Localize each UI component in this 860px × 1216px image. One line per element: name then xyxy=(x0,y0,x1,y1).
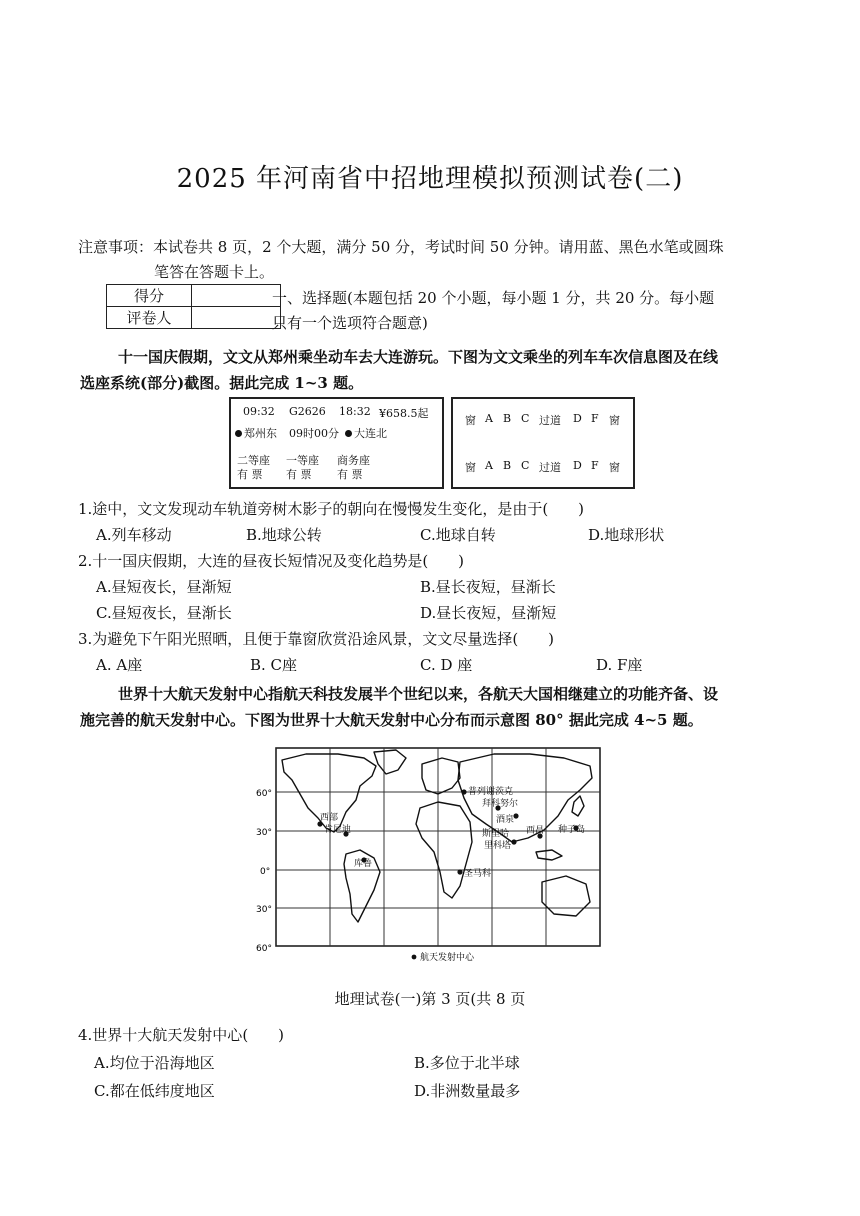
site-label-jiuquan: 酒泉 xyxy=(496,815,515,825)
site-marker-sriharikota xyxy=(511,839,516,844)
question-4-option-b: B.多位于北半球 xyxy=(414,1054,520,1072)
ticket-price: ¥658.5起 xyxy=(379,407,429,420)
passage-1-line-2: 选座系统(部分)截图。据此完成 1~3 题。 xyxy=(80,374,364,392)
lat-label-30n: 30° xyxy=(256,828,272,838)
question-2-option-b: B.昼长夜短，昼渐长 xyxy=(420,578,556,596)
ticket-duration: 09时00分 xyxy=(289,427,339,440)
grader-value-cell xyxy=(192,307,281,329)
seat-row-1-window-right: 窗 xyxy=(609,414,620,427)
seat-row-2-window-left: 窗 xyxy=(465,461,476,474)
seat-row-1-window-left: 窗 xyxy=(465,414,476,427)
seat-row-2-B: B xyxy=(503,459,512,472)
site-marker-san-marco xyxy=(457,869,462,874)
question-2-option-c: C.昼短夜长，昼渐长 xyxy=(96,604,232,622)
legend-dot-icon xyxy=(412,955,417,960)
question-3-option-c: C. D 座 xyxy=(420,656,473,674)
question-2-option-d: D.昼长夜短，昼渐短 xyxy=(420,604,557,622)
seat-availability-second: 有 票 xyxy=(237,468,263,481)
question-1-option-d: D.地球形状 xyxy=(588,526,665,544)
question-4-option-c: C.都在低纬度地区 xyxy=(94,1082,215,1100)
lat-label-60n: 60° xyxy=(256,789,272,799)
page-footer: 地理试卷(一)第 3 页(共 8 页 xyxy=(334,990,526,1008)
score-label: 得分 xyxy=(107,285,192,307)
seat-class-first: 一等座 xyxy=(286,454,319,467)
ticket-depart-time: 09:32 xyxy=(243,405,275,418)
question-1-option-b: B.地球公转 xyxy=(246,526,322,544)
question-4-option-d: D.非洲数量最多 xyxy=(414,1082,521,1100)
site-label-xichang: 西昌 xyxy=(526,826,545,836)
seat-availability-business: 有 票 xyxy=(337,468,363,481)
ticket-train-number: G2626 xyxy=(289,405,326,418)
question-3-option-a: A. A座 xyxy=(96,656,143,674)
seat-row-2-C: C xyxy=(521,459,530,472)
seat-row-1-F: F xyxy=(591,412,599,425)
train-ticket-info xyxy=(229,397,444,489)
site-label-kennedy: 肯尼迪 xyxy=(324,825,352,835)
seat-class-business: 商务座 xyxy=(337,454,370,467)
site-label-sriharikota: 斯里哈 xyxy=(482,829,510,839)
ticket-arrive-time: 18:32 xyxy=(339,405,371,418)
question-3-option-b: B. C座 xyxy=(250,656,298,674)
question-3-option-d: D. F座 xyxy=(596,656,643,674)
seat-class-second: 二等座 xyxy=(237,454,270,467)
seat-row-2-F: F xyxy=(591,459,599,472)
score-value-cell xyxy=(192,285,281,307)
question-1-stem: 1.途中，文文发现动车轨道旁树木影子的朝向在慢慢发生变化，是由于( ) xyxy=(78,500,585,518)
site-label-kota: 里科塔 xyxy=(484,841,512,851)
site-label-plesetsk: 普列谢茨克 xyxy=(468,787,514,797)
map-legend-label: 航天发射中心 xyxy=(420,953,475,963)
seat-row-1-B: B xyxy=(503,412,512,425)
question-3-stem: 3.为避免下午阳光照晒，且便于靠窗欣赏沿途风景，文文尽量选择( ) xyxy=(78,630,555,648)
question-1-option-c: C.地球自转 xyxy=(420,526,496,544)
question-1-option-a: A.列车移动 xyxy=(96,526,172,544)
section-heading-line-2: 只有一个选项符合题意) xyxy=(272,314,428,332)
seat-row-1-D: D xyxy=(573,412,582,425)
question-4-stem: 4.世界十大航天发射中心( ) xyxy=(78,1026,285,1044)
seat-row-2-A: A xyxy=(485,459,493,472)
notice-line-2: 笔答在答题卡上。 xyxy=(154,263,275,281)
lat-label-equator: 0° xyxy=(260,867,271,877)
site-label-tanegashima: 种子岛 xyxy=(558,825,586,835)
seat-row-2-window-right: 窗 xyxy=(609,461,620,474)
exam-title: 2025 年河南省中招地理模拟预测试卷(二) xyxy=(176,164,684,194)
seat-row-1-A: A xyxy=(485,412,493,425)
notice-line-1: 注意事项：本试卷共 8 页，2 个大题，满分 50 分，考试时间 50 分钟。请用蓝、黑色水笔或圆珠 xyxy=(78,238,724,256)
seat-row-2-aisle: 过道 xyxy=(539,461,561,474)
passage-2-line-1: 世界十大航天发射中心指航天科技发展半个世纪以来，各航天大国相继建立的功能齐备、设 xyxy=(118,685,719,703)
ticket-to-station: 大连北 xyxy=(345,425,387,441)
site-marker-jiuquan xyxy=(513,813,518,818)
section-heading-line-1: 一、选择题(本题包括 20 个小题，每小题 1 分，共 20 分。每小题 xyxy=(272,289,715,307)
lat-label-30s: 30° xyxy=(256,905,272,915)
lat-label-60s: 60° xyxy=(256,944,272,954)
site-marker-plesetsk xyxy=(461,789,466,794)
site-label-baikonur: 拜科努尔 xyxy=(482,799,519,809)
world-launch-site-map xyxy=(246,742,616,964)
seat-availability-first: 有 票 xyxy=(286,468,312,481)
seat-selection-map xyxy=(451,397,635,489)
score-table xyxy=(106,284,281,329)
grader-label: 评卷人 xyxy=(107,307,192,329)
passage-2-line-2: 施完善的航天发射中心。下图为世界十大航天发射中心分布而示意图 80° 据此完成 4~5 题。 xyxy=(80,711,703,729)
question-4-option-a: A.均位于沿海地区 xyxy=(94,1054,215,1072)
question-2-option-a: A.昼短夜长，昼渐短 xyxy=(96,578,232,596)
station-dot-icon xyxy=(235,430,242,437)
seat-row-1-aisle: 过道 xyxy=(539,414,561,427)
station-dot-icon xyxy=(345,430,352,437)
seat-row-2-D: D xyxy=(573,459,582,472)
seat-row-1-C: C xyxy=(521,412,530,425)
passage-1-line-1: 十一国庆假期，文文从郑州乘坐动车去大连游玩。下图为文文乘坐的列车车次信息图及在线 xyxy=(118,348,719,366)
map-svg xyxy=(246,742,616,964)
site-label-san-marco: 圣马科 xyxy=(464,869,492,879)
site-label-kourou: 库鲁 xyxy=(354,859,373,869)
ticket-from-station: 郑州东 xyxy=(235,425,277,441)
question-2-stem: 2.十一国庆假期，大连的昼夜长短情况及变化趋势是( ) xyxy=(78,552,465,570)
site-label-western: 西部 xyxy=(320,813,339,823)
